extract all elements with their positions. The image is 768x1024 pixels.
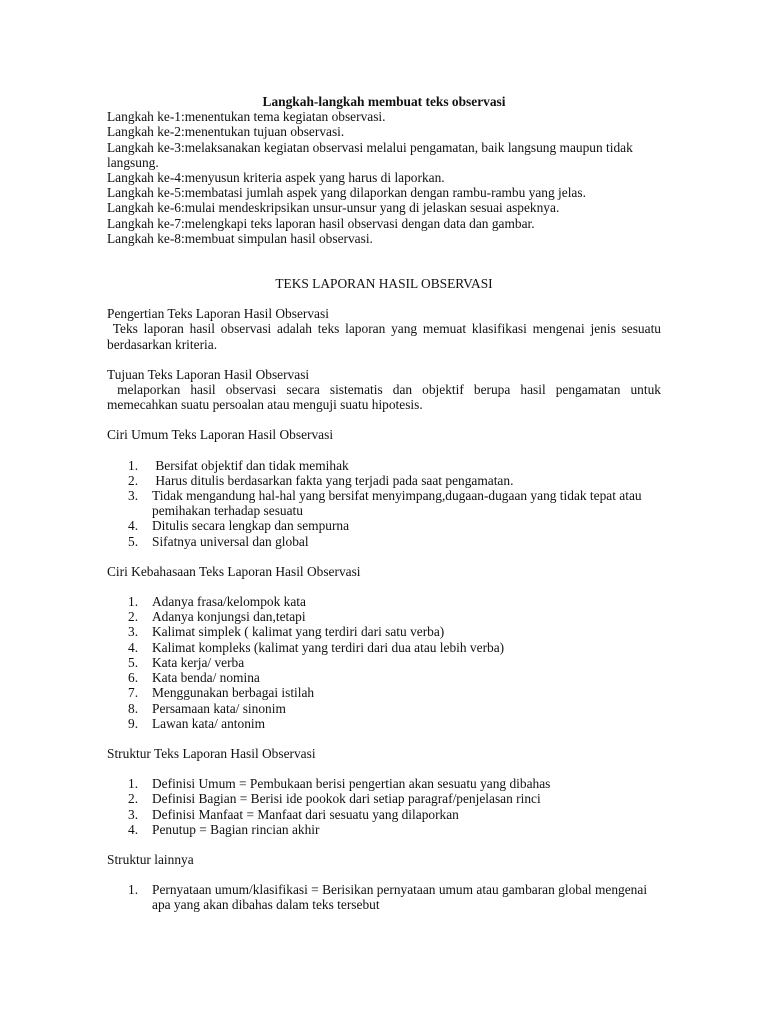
list-item: 4. Ditulis secara lengkap dan sempurna — [128, 518, 350, 534]
definition-text: Teks laporan hasil observasi adalah teks laporan yang memuat klasifikasi mengenai jenis sesuatu berdasarkan kriteria. — [107, 321, 665, 352]
list-item: 3. Tidak mengandung hal-hal yang bersifat menyimpang,dugaan-dugaan yang tidak tepat atau pemihakan terhadap sesuatu — [128, 488, 642, 519]
list-item: 2. Harus ditulis berdasarkan fakta yang terjadi pada saat pengamatan. — [128, 472, 514, 488]
step-7: Langkah ke-7:melengkapi teks laporan hasil observasi dengan data dan gambar. — [107, 215, 535, 231]
language-traits-section — [107, 564, 661, 731]
purpose-text: melaporkan hasil observasi secara sistematis dan objektif berupa hasil pengamatan untuk memecahkan suatu persoalan atau menguji suatu hipotesis. — [107, 382, 665, 413]
language-traits-heading: Ciri Kebahasaan Teks Laporan Hasil Observasi — [107, 563, 361, 579]
step-8: Langkah ke-8:membuat simpulan hasil observasi. — [107, 230, 373, 246]
list-item: 2. Definisi Bagian = Berisi ide pookok dari setiap paragraf/penjelasan rinci — [128, 791, 541, 807]
purpose-heading: Tujuan Teks Laporan Hasil Observasi — [107, 366, 310, 382]
list-item: 1. Pernyataan umum/klasifikasi = Berisikan pernyataan umum atau gambaran global mengenai apa yang akan dibahas dalam teks tersebut — [128, 882, 648, 913]
step-5: Langkah ke-5:membatasi jumlah aspek yang dilaporkan dengan rambu-rambu yang jelas. — [107, 185, 586, 201]
list-item: 6. Kata benda/ nomina — [128, 670, 260, 686]
structure-list — [107, 776, 661, 837]
structure-section — [107, 746, 661, 837]
definition-heading: Pengertian Teks Laporan Hasil Observasi — [107, 306, 329, 322]
general-traits-heading: Ciri Umum Teks Laporan Hasil Observasi — [107, 427, 334, 443]
report-heading: TEKS LAPORAN HASIL OBSERVASI — [275, 276, 493, 292]
list-item: 9. Lawan kata/ antonim — [128, 715, 266, 731]
list-item: 5. Kata kerja/ verba — [128, 654, 245, 670]
other-structure-list — [107, 882, 661, 912]
step-1: Langkah ke-1:menentukan tema kegiatan observasi. — [107, 109, 386, 125]
step-4: Langkah ke-4:menyusun kriteria aspek yang harus di laporkan. — [107, 170, 445, 186]
structure-heading: Struktur Teks Laporan Hasil Observasi — [107, 745, 316, 761]
list-item: 5. Sifatnya universal dan global — [128, 533, 309, 549]
general-traits-list — [107, 458, 661, 549]
list-item: 4. Kalimat kompleks (kalimat yang terdiri dari dua atau lebih verba) — [128, 639, 505, 655]
list-item: 8. Persamaan kata/ sinonim — [128, 700, 286, 716]
step-6: Langkah ke-6:mulai mendeskripsikan unsur-unsur yang di jelaskan sesuai aspeknya. — [107, 200, 560, 216]
list-item: 4. Penutup = Bagian rincian akhir — [128, 821, 320, 837]
list-item: 1. Bersifat objektif dan tidak memihak — [128, 457, 349, 473]
purpose-section — [107, 366, 665, 413]
step-2: Langkah ke-2:menentukan tujuan observasi. — [107, 124, 345, 140]
list-item: 1. Definisi Umum = Pembukaan berisi pengertian akan sesuatu yang dibahas — [128, 776, 551, 792]
list-item: 7. Menggunakan berbagai istilah — [128, 685, 315, 701]
definition-section — [107, 306, 665, 352]
steps-list — [107, 109, 661, 246]
general-traits-section — [107, 427, 661, 548]
document-body — [107, 94, 665, 913]
step-3: Langkah ke-3:melaksanakan kegiatan observasi melalui pengamatan, baik langsung maupun tidak langsung. — [107, 139, 633, 170]
list-item: 1. Adanya frasa/kelompok kata — [128, 594, 306, 610]
other-structure-section — [107, 852, 661, 913]
language-traits-list — [107, 594, 661, 731]
document-title: Langkah-langkah membuat teks observasi — [262, 94, 506, 109]
list-item: 3. Kalimat simplek ( kalimat yang terdiri dari satu verba) — [128, 624, 445, 640]
other-structure-heading: Struktur lainnya — [107, 851, 194, 867]
list-item: 3. Definisi Manfaat = Manfaat dari sesuatu yang dilaporkan — [128, 806, 459, 822]
list-item: 2. Adanya konjungsi dan,tetapi — [128, 609, 306, 625]
